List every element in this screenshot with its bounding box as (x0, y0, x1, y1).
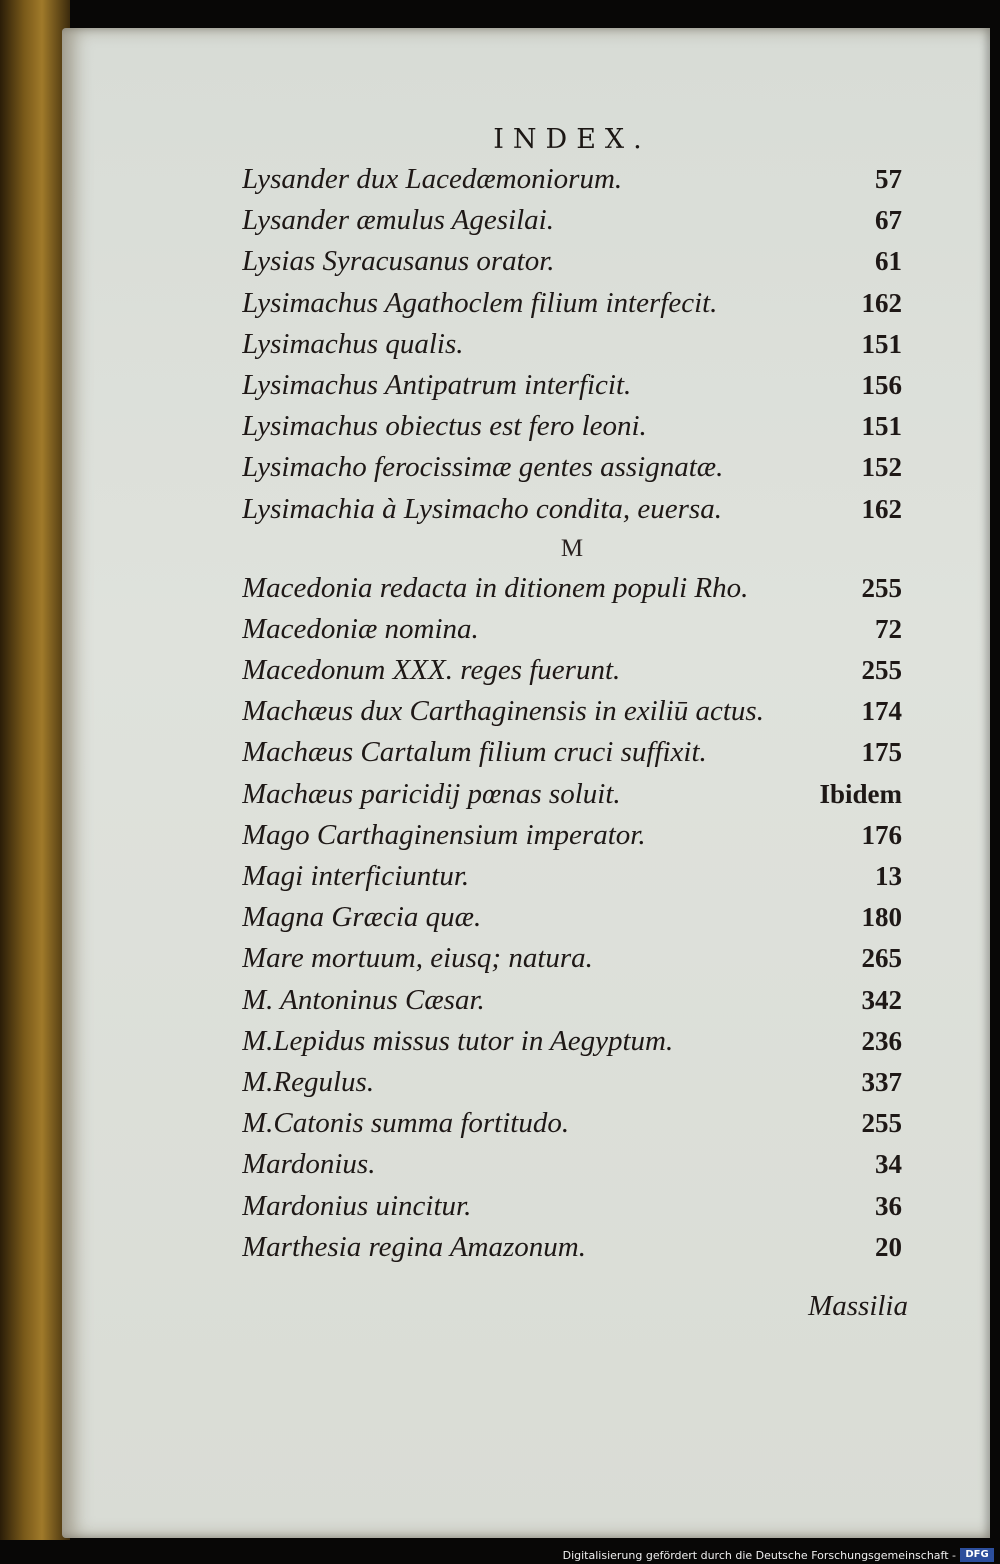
entry-page: 265 (861, 943, 902, 974)
entry-text: Lysimachia à Lysimacho condita, euersa. (242, 492, 722, 525)
entry-page: 20 (875, 1231, 902, 1262)
entry-text: Lysander æmulus Agesilai. (242, 204, 554, 237)
index-entry (242, 980, 902, 1021)
index-entry (242, 406, 902, 447)
index-entry (242, 897, 902, 938)
entry-page: 175 (861, 737, 902, 768)
index-entry (242, 365, 902, 406)
entry-text: M. Antoninus Cæsar. (242, 983, 485, 1016)
index-entry (242, 1021, 902, 1062)
entry-text: Machæus paricidij pœnas soluit. (242, 777, 621, 810)
entry-text: M.Catonis summa fortitudo. (242, 1107, 570, 1140)
dfg-logo: DFG (960, 1548, 994, 1562)
entry-text: Magi interficiuntur. (242, 860, 470, 892)
entry-text: Lysimachus Antipatrum interficit. (242, 368, 632, 401)
entry-page: 337 (861, 1066, 902, 1097)
index-entry (242, 938, 902, 979)
entry-page: 72 (875, 613, 902, 644)
entry-page: 162 (861, 287, 902, 318)
index-entry (242, 200, 902, 241)
entry-text: Machæus Cartalum filium cruci suffixit. (242, 736, 707, 769)
entry-page: 34 (875, 1149, 902, 1180)
index-list-l (242, 159, 902, 530)
entry-page: 61 (875, 246, 902, 277)
index-entry (242, 732, 902, 773)
entry-page: 255 (861, 572, 902, 603)
entry-text: Lysander dux Lacedæmoniorum. (242, 163, 623, 195)
digitization-credit: Digitalisierung gefördert durch die Deutsche Forschungsgemeinschaft - (562, 1549, 956, 1562)
section-letter: M (560, 534, 584, 562)
entry-text: Magna Græcia quæ. (242, 901, 482, 934)
index-entry (242, 568, 902, 609)
entry-page: 174 (861, 696, 902, 727)
index-entry (242, 324, 902, 365)
entry-text: Mago Carthaginensium imperator. (242, 818, 646, 851)
entry-text: M.Regulus. (242, 1065, 375, 1098)
entry-text: Mardonius uincitur. (242, 1189, 472, 1222)
index-entry (242, 1144, 902, 1185)
index-entry (242, 1103, 902, 1144)
index-entry (242, 159, 902, 200)
index-entry (242, 856, 902, 897)
entry-text: Lysimachus Agathoclem filium interfecit. (242, 286, 718, 319)
entry-page: 180 (861, 902, 902, 933)
index-content (242, 124, 902, 1268)
catchword: Massilia (808, 1290, 908, 1322)
book-binding-edge (0, 0, 70, 1540)
entry-page: 162 (861, 493, 902, 524)
entry-page: 151 (861, 328, 902, 359)
entry-page: 151 (861, 411, 902, 442)
entry-text: M.Lepidus missus tutor in Aegyptum. (242, 1024, 674, 1057)
entry-page: 67 (875, 205, 902, 236)
entry-text: Mare mortuum, eiusq; natura. (242, 942, 593, 975)
entry-page: 176 (861, 819, 902, 850)
entry-text: Lysimacho ferocissimæ gentes assignatæ. (242, 451, 724, 484)
entry-text: Mardonius. (242, 1148, 376, 1181)
entry-page: 156 (861, 369, 902, 400)
entry-page: 13 (875, 861, 902, 891)
entry-text: Macedoniæ nomina. (242, 612, 479, 645)
entry-text: Lysimachus obiectus est fero leoni. (242, 410, 647, 443)
entry-text: Marthesia regina Amazonum. (242, 1230, 586, 1263)
index-entry (242, 447, 902, 488)
index-entry (242, 283, 902, 324)
running-head: INDEX. (493, 124, 651, 155)
entry-page: 57 (875, 164, 902, 194)
index-entry (242, 609, 902, 650)
entry-page: Ibidem (819, 778, 902, 809)
entry-page: 236 (861, 1025, 902, 1056)
book-page (62, 28, 990, 1538)
entry-text: Lysimachus qualis. (242, 327, 464, 360)
entry-text: Lysias Syracusanus orator. (242, 245, 555, 278)
entry-text: Macedonum XXX. reges fuerunt. (242, 654, 621, 687)
entry-page: 36 (875, 1190, 902, 1221)
entry-page: 342 (861, 984, 902, 1015)
index-entry (242, 774, 902, 815)
entry-page: 255 (861, 655, 902, 686)
index-entry (242, 815, 902, 856)
index-entry (242, 1062, 902, 1103)
entry-page: 152 (861, 452, 902, 483)
index-list-m (242, 568, 902, 1268)
entry-text: Macedonia redacta in ditionem populi Rho. (242, 571, 749, 604)
index-entry (242, 1227, 902, 1268)
index-entry (242, 1186, 902, 1227)
index-entry (242, 489, 902, 530)
index-entry (242, 241, 902, 282)
index-entry (242, 691, 902, 732)
entry-page: 255 (861, 1108, 902, 1139)
index-entry (242, 650, 902, 691)
entry-text: Machæus dux Carthaginensis in exiliū actus. (242, 695, 764, 728)
